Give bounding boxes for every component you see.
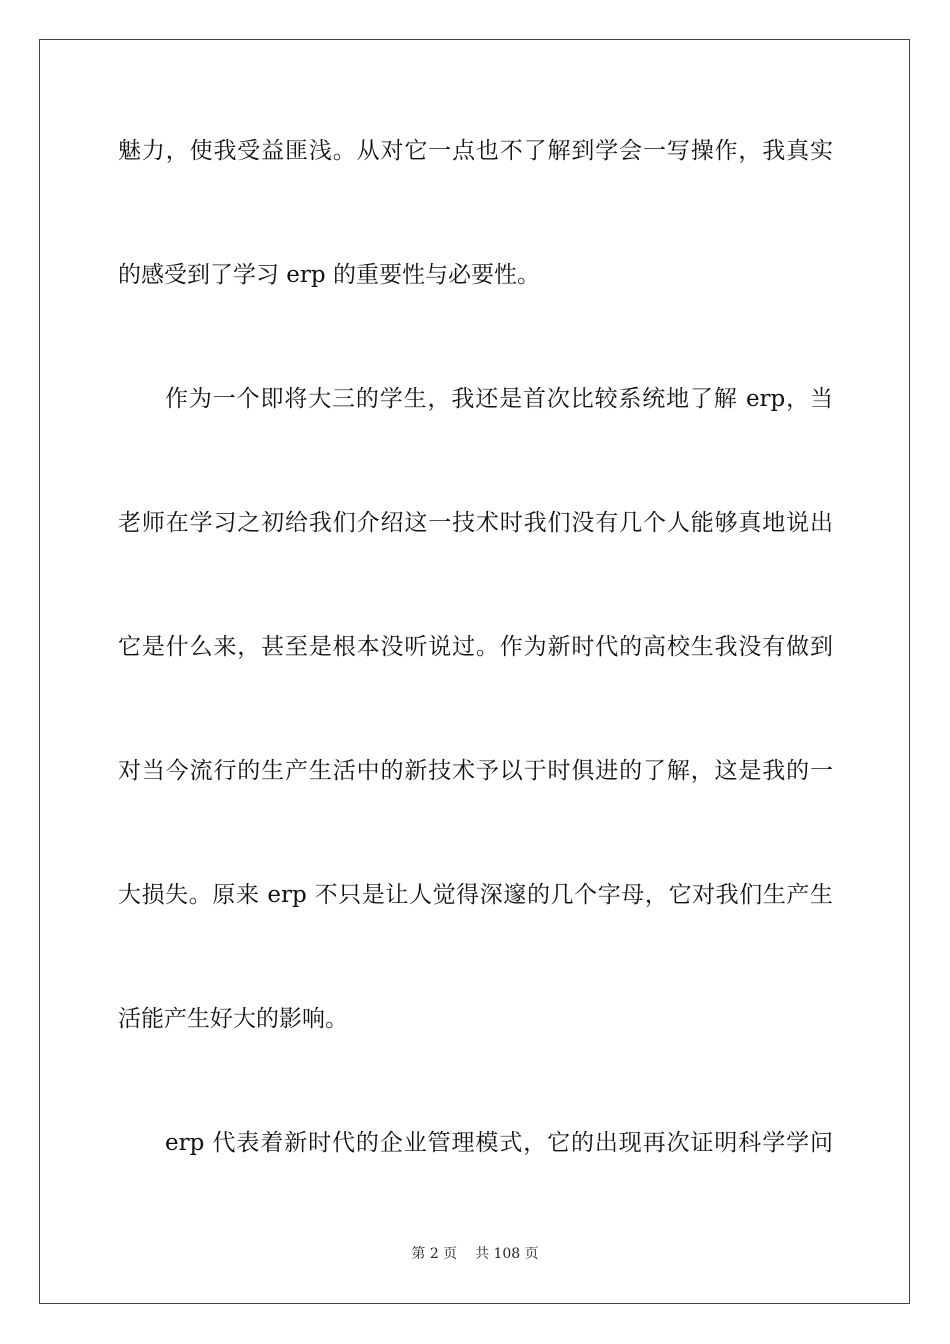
page-border: [39, 39, 910, 1304]
paragraph-line-1: 魅力，使我受益匪浅。从对它一点也不了解到学会一写操作，我真实: [118, 138, 833, 164]
paragraph-line-4: 老师在学习之初给我们介绍这一技术时我们没有几个人能够真地说出: [118, 510, 833, 536]
paragraph-line-7: 大损失。原来 erp 不只是让人觉得深邃的几个字母，它对我们生产生: [118, 882, 833, 908]
paragraph-line-5: 它是什么来，甚至是根本没听说过。作为新时代的高校生我没有做到: [118, 634, 833, 660]
paragraph-line-3: 作为一个即将大三的学生，我还是首次比较系统地了解 erp，当: [165, 386, 833, 412]
page-total: 共 108 页: [475, 1246, 539, 1262]
page-footer: [0, 1245, 950, 1263]
paragraph-line-6: 对当今流行的生产生活中的新技术予以于时俱进的了解，这是我的一: [118, 758, 833, 784]
page-number: 第 2 页: [411, 1246, 458, 1262]
paragraph-line-8: 活能产生好大的影响。: [118, 1006, 348, 1032]
paragraph-line-9: erp 代表着新时代的企业管理模式，它的出现再次证明科学学问: [165, 1130, 833, 1156]
paragraph-line-2: 的感受到了学习 erp 的重要性与必要性。: [118, 262, 540, 288]
